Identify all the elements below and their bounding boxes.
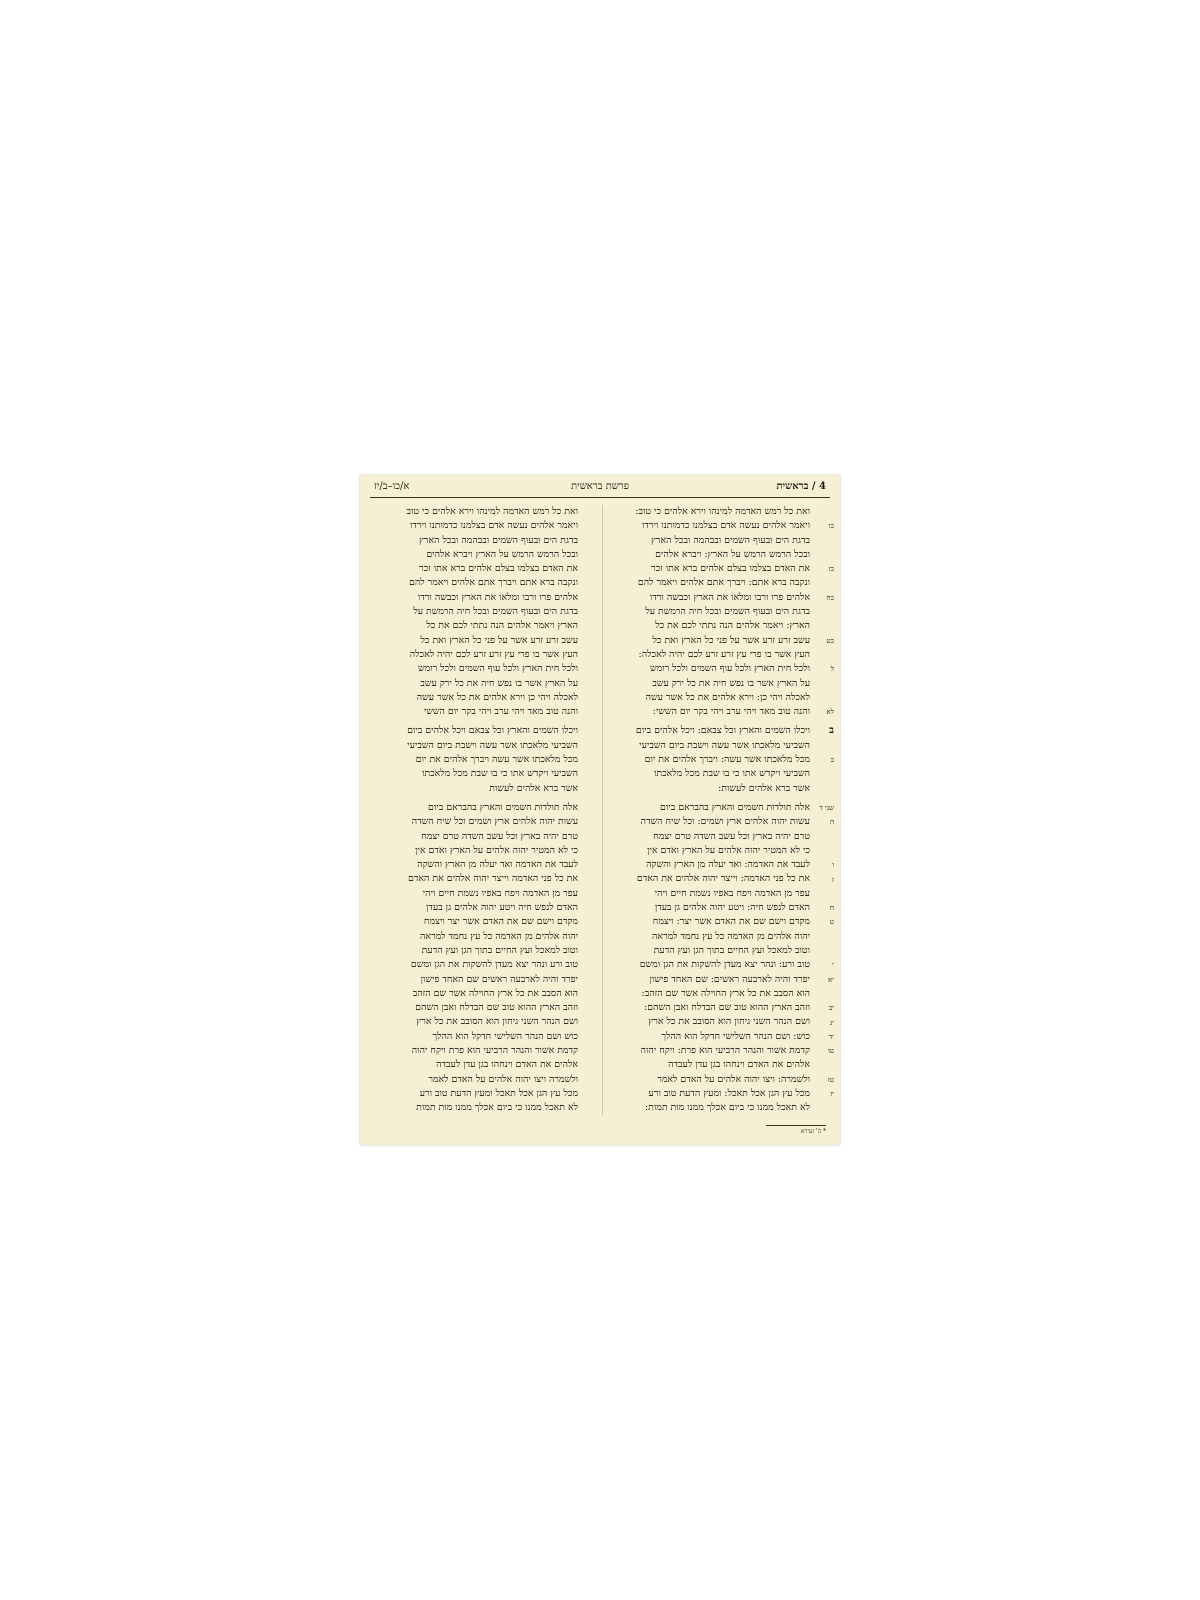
chapter-number: ב [829,724,834,736]
text-line: ויכלו השמים והארץ וכל צבאם: ויכל אלהים ביום [635,725,810,737]
text-line: לאכלה ויהי כן: וירא אלהים את כל אשר עשה [645,691,810,703]
text-line: השביעי ויקדש אתו כי בו שבת מכל מלאכתו [421,768,578,780]
text-line: השביעי מלאכתו אשר עשה וישבת ביום השביעי [639,739,810,751]
header-rule [370,497,830,498]
text-line: את כל פני האדמה וייצר יהוה אלהים את האדם [408,873,578,885]
verse-number: טו [827,1047,834,1056]
text-line: ושם הנהר השני גיחון הוא הסובב את כל ארץ [648,1016,810,1028]
text-line: אלהים פרו ורבו ומלאו את הארץ וכבשה ורדו [417,591,578,603]
text-line: ובכל הרמש הרמש על הארץ ויברא אלהים [426,548,578,560]
text-line: אלה תולדות השמים והארץ בהבראם ביום [660,801,810,813]
text-line: על הארץ אשר בו נפש חיה את כל ירק עשב [420,677,578,689]
text-line: לעבד את האדמה ואד יעלה מן הארץ והשקה [417,859,578,871]
text-line: ויכלו השמים והארץ וכל צבאם ויכל אלהים ביום [407,725,578,737]
verse-number: יג [829,1018,834,1027]
book-page [360,475,840,1145]
column-divider [602,505,603,1115]
text-line: הארץ: ויאמר אלהים הנה נתתי לכם את כל [655,620,810,632]
text-line: טוב ורע: ונהר יצא מעדן להשקות את הגן ומשם [639,959,810,971]
footnote: * ה' זעירא [800,1128,826,1135]
text-line: וזהב הארץ ההוא טוב שם הבדלח ואבן השהם [415,1002,578,1014]
text-line: והנה טוב מאד ויהי ערב ויהי בקר יום הששי [423,706,578,718]
text-line: כי לא המטיר יהוה אלהים על הארץ ואדם אין [415,844,578,856]
text-line: ונקבה ברא אתם ויברך אתם אלהים ויאמר להם [409,577,578,589]
text-line: יפרד והיה לארבעה ראשים שם האחד פישון [420,973,578,985]
verse-number: יז [830,1090,834,1098]
verse-number: יד [828,1032,834,1041]
text-line: לא תאכל ממנו כי ביום אכלך ממנו מות תמות: [645,1102,810,1114]
text-line: ויאמר אלהים נעשה אדם בצלמנו כדמותנו וירדו [409,520,578,532]
page-header [360,475,840,497]
text-line: אשר ברא אלהים לעשות [489,782,578,794]
text-line: וטוב למאכל ועץ החיים בתוך הגן ועץ הדעת [653,944,810,956]
text-line: עשות יהוה אלהים ארץ ושמים: וכל שיח השדה [640,816,810,828]
text-line: בדגת הים ובעוף השמים ובכל חיה הרמשת על [413,606,578,618]
text-line: את האדם בצלמו בצלם אלהים ברא אתו זכר [650,563,810,575]
text-line: לעבד את האדמה: ואד יעלה מן הארץ והשקה [646,859,810,871]
text-line: והנה טוב מאד ויהי ערב ויהי בקר יום הששי: [652,706,810,718]
text-line: כוש: ושם הנהר השלישי חדקל הוא ההלך [661,1030,810,1042]
text-line: ולכל חית הארץ ולכל עוף השמים ולכל רומש [649,663,810,675]
text-line: טרם יהיה בארץ וכל עשב השדה טרם יצמח [421,830,578,842]
vocalized-text-column [608,505,810,1115]
verse-number: ב [830,756,834,765]
text-line: עשב זרע זרע אשר על פני כל הארץ ואת כל [652,634,810,646]
page-number-book: 4 / בראשית [776,481,826,492]
verse-number: ו [832,861,834,870]
verse-number: כט [826,636,834,645]
text-line: מקדם וישם שם את האדם אשר יצר ויצמח [423,916,578,928]
text-line: מכל עץ הגן אכל תאכל ומעץ הדעת טוב ורע [419,1087,578,1099]
text-line: ושם הנהר השני גיחון הוא הסובב את כל ארץ [416,1016,578,1028]
text-line: בדגת הים ובעוף השמים ובבהמה ובכל הארץ [651,534,810,546]
footnote-rule [766,1125,826,1126]
text-line: לאכלה ויהי כן וירא אלהים את כל אשר עשה [416,691,578,703]
text-line: ואת כל רמש האדמה למינהו וירא אלהים כי טוב: [635,506,810,517]
verse-number: ז [832,875,834,884]
text-line: כי לא המטיר יהוה אלהים על הארץ ואדם אין [647,844,810,856]
text-line: ולכל חית הארץ ולכל עוף השמים ולכל רומש [417,663,578,675]
verse-number: יא [827,975,834,984]
text-line: אשר ברא אלהים לעשות: [718,782,810,794]
verse-number: שני ד [819,804,834,812]
text-line: טרם יהיה בארץ וכל עשב השדה טרם יצמח [653,830,810,842]
text-line: האדם לנפש חיה ויטע יהוה אלהים גן בעדן [425,902,578,914]
text-line: וטוב למאכל ועץ החיים בתוך הגן ועץ הדעת [421,944,578,956]
text-line: קדמת אשור והנהר הרביעי הוא פרת ויקח יהוה [411,1044,578,1056]
text-line: מכל מלאכתו אשר עשה: ויברך אלהים את יום [644,754,810,766]
text-line: טוב ורע ונהר יצא מעדן להשקות את הגן ומשם [410,959,578,971]
text-line: האדם לנפש חיה: ויטע יהוה אלהים גן בעדן [654,902,810,914]
text-line: מכל מלאכתו אשר עשה ויברך אלהים את יום [415,754,578,766]
verse-number: כו [828,522,834,531]
verse-number: ל [830,665,834,674]
text-line: וזהב הארץ ההוא טוב שם הבדלח ואבן השהם: [644,1002,810,1014]
text-line: בדגת הים ובעוף השמים ובבהמה ובכל הארץ [419,534,578,546]
verse-number: ט [829,918,834,927]
text-line: ואת כל רמש האדמה למינהו וירא אלהים כי טוב [406,506,578,517]
text-line: ונקבה ברא אתם: ויברך אתם אלהים ויאמר להם [637,577,810,589]
verse-number: לא [826,708,834,717]
verse-number: כח [826,593,834,602]
text-line: הארץ ויאמר אלהים הנה נתתי לכם את כל [426,620,578,632]
text-line: את כל פני האדמה: וייצר יהוה אלהים את האדם [636,873,810,885]
text-line: כוש ושם הנהר השלישי חדקל הוא ההלך [432,1030,578,1042]
text-line: הוא הסבב את כל ארץ החוילה אשר שם הזהב: [641,987,810,999]
text-line: השביעי ויקדש אתו כי בו שבת מכל מלאכתו [653,768,810,780]
text-line: מקדם וישם שם את האדם אשר יצר: ויצמח [652,916,810,928]
verse-number: טז [827,1075,834,1084]
text-line: אלהים פרו ורבו ומלאו את הארץ וכבשה ורדו [649,591,810,603]
text-line: העץ אשר בו פרי עץ זרע זרע לכם יהיה לאכלה: [638,648,810,660]
text-line: עשב זרע זרע אשר על פני כל הארץ ואת כל [420,634,578,646]
verse-number: ה [829,818,834,827]
text-line: ובכל הרמש הרמש על הארץ: ויברא אלהים [655,548,810,560]
text-line: בדגת הים ובעוף השמים ובכל חיה הרמשת על [645,606,810,618]
text-line: יהוה אלהים מן האדמה כל עץ נחמד למראה [419,930,578,942]
chapter-verse-range: א/כו–ב/יז [374,481,410,492]
text-line: ויאמר אלהים נעשה אדם בצלמנו כדמותנו וירדו [641,520,810,532]
verse-number: י [832,961,834,970]
verse-number: יב [828,1004,834,1013]
text-line: קדמת אשור והנהר הרביעי הוא פרת: ויקח יהוה [640,1044,810,1056]
verse-number: כז [828,565,834,574]
text-line: לא תאכל ממנו כי ביום אכלך ממנו מות תמות [416,1102,578,1114]
text-line: את האדם בצלמו בצלם אלהים ברא אתו זכר [418,563,578,575]
text-line: העץ אשר בו פרי עץ זרע זרע לכם יהיה לאכלה [409,648,578,660]
text-line: עפר מן האדמה ויפח באפיו נשמת חיים ויהי [654,887,810,899]
verse-number: ח [829,904,834,913]
text-line: יהוה אלהים מן האדמה כל עץ נחמד למראה [651,930,810,942]
text-line: עשות יהוה אלהים ארץ ושמים וכל שיח השדה [411,816,578,828]
text-line: אלהים את האדם וינחהו בגן עדן לעבדה [436,1059,578,1071]
text-line: מכל עץ הגן אכל תאכל: ומעץ הדעת טוב ורע [648,1087,810,1099]
text-line: הוא הסבב את כל ארץ החוילה אשר שם הזהב [412,987,578,999]
text-line: על הארץ אשר בו נפש חיה את כל ירק עשב [652,677,810,689]
unvocalized-text-column [372,505,578,1115]
text-line: ולשמרה ויצו יהוה אלהים על האדם לאמר [428,1073,578,1085]
text-line: אלה תולדות השמים והארץ בהבראם ביום [428,801,578,813]
parasha-title: פרשת בראשית [570,481,630,492]
text-line: עפר מן האדמה ויפח באפיו נשמת חיים ויהי [422,887,578,899]
text-line: ולשמרה: ויצו יהוה אלהים על האדם לאמר [657,1073,810,1085]
text-line: יפרד והיה לארבעה ראשים: שם האחד פישון [649,973,810,985]
text-line: אלהים את האדם וינחהו בגן עדן לעבדה [668,1059,810,1071]
text-line: השביעי מלאכתו אשר עשה וישבת ביום השביעי [407,739,578,751]
